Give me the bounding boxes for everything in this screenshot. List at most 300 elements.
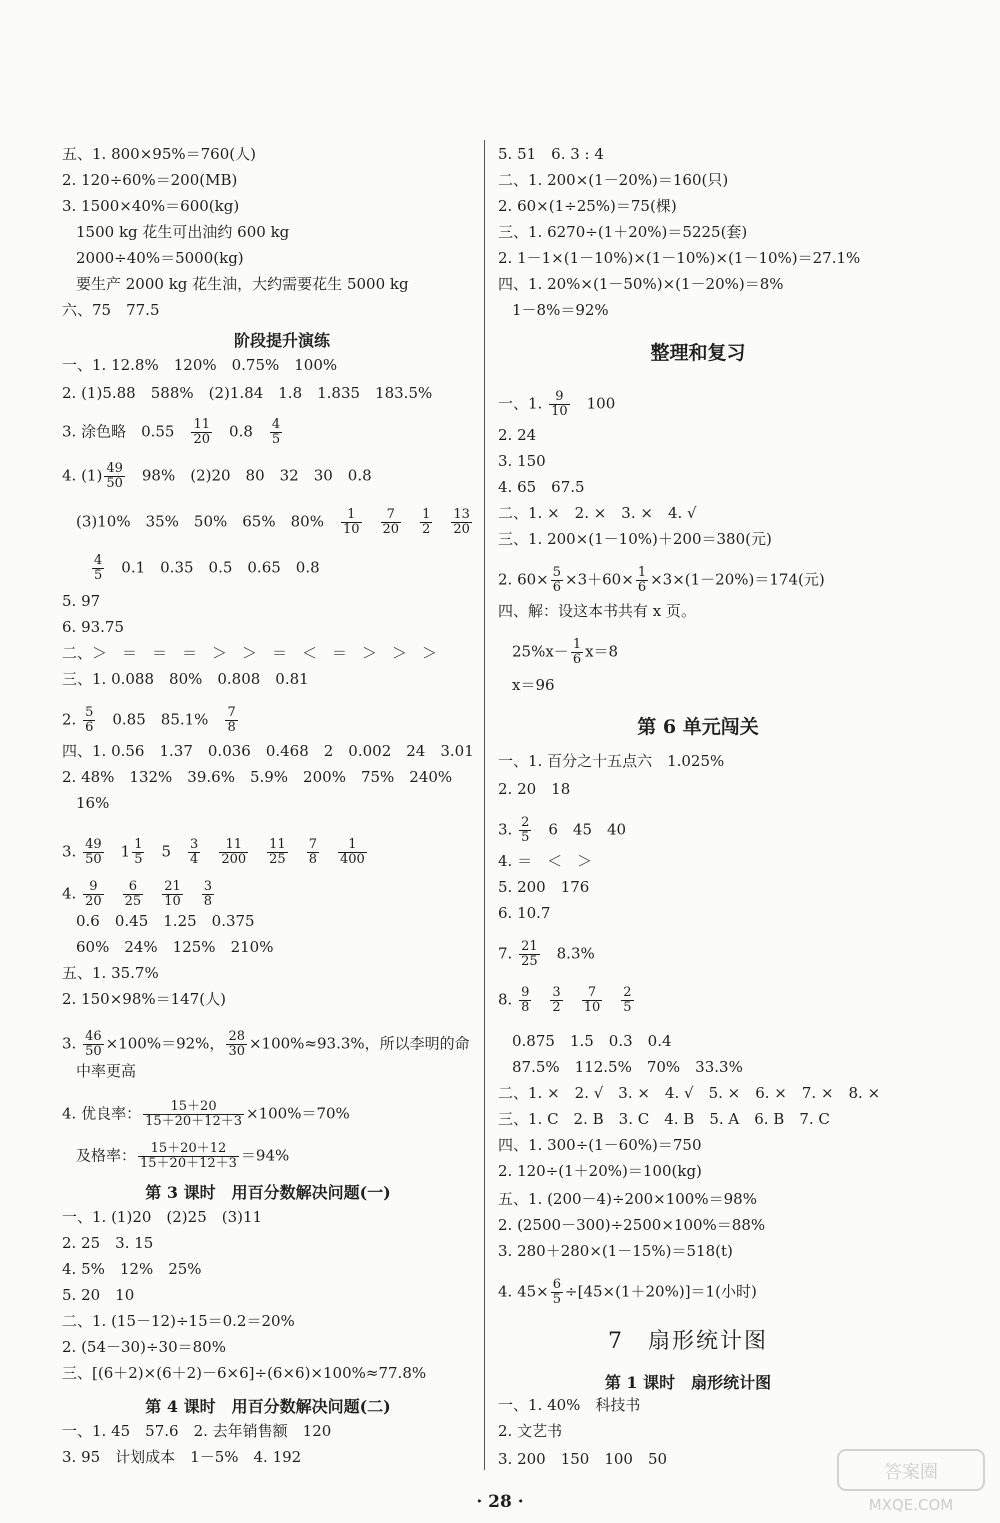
fraction [225, 706, 237, 735]
fraction [162, 880, 183, 909]
answer-text [290, 843, 305, 861]
fraction-numerator: 5 [85, 705, 94, 720]
answer-text: 2. (2500－300)÷2500×100%＝88% [498, 1216, 766, 1234]
answer-text: 0.875 1.5 0.3 0.4 [512, 1032, 672, 1050]
watermark-url: MXQE.COM [868, 1496, 954, 1514]
fraction-denominator: 25 [269, 852, 286, 867]
answer-line [62, 990, 226, 1008]
answer-text: 五、1. (200－4)÷200×100%＝98% [498, 1190, 757, 1208]
fraction-denominator: 6 [552, 580, 562, 595]
answer-text: 三、1. C 2. B 3. C 4. B 5. A 6. B 7. C [498, 1110, 830, 1128]
answer-text: 5. 200 176 [498, 878, 590, 896]
answer-text: 4. [62, 884, 82, 903]
answer-text [434, 513, 449, 531]
fraction [123, 880, 144, 909]
answer-text: 三、1. 0.088 80% 0.808 0.81 [62, 670, 309, 688]
answer-line [498, 1084, 880, 1102]
answer-line [62, 171, 237, 189]
fraction-denominator: 2 [552, 1000, 561, 1015]
fraction-numerator: 21 [521, 939, 538, 954]
answer-text: 6. 10.7 [498, 904, 551, 922]
answer-text: ＝94% [240, 1146, 290, 1165]
fraction-denominator: 50 [85, 1044, 102, 1059]
answer-text: ×100%＝92%， [105, 1034, 225, 1053]
answer-text: 2. 150×98%＝147(人) [62, 990, 226, 1008]
answer-text: (3)10% 35% 50% 65% 80% [76, 512, 339, 531]
fraction [381, 508, 402, 537]
fraction [219, 838, 248, 867]
fraction [226, 1030, 247, 1059]
answer-text: 1－8%＝92% [512, 301, 609, 319]
answer-line [512, 1032, 672, 1050]
answer-text: 一、1. 12.8% 120% 0.75% 100% [62, 356, 338, 374]
fraction-numerator: 15＋20 [170, 1099, 217, 1114]
fraction [519, 816, 531, 845]
fraction-denominator: 10 [583, 1000, 601, 1015]
fraction-denominator: 10 [164, 894, 181, 909]
fraction-denominator: 6 [572, 652, 582, 667]
answer-text: 四、1. 20%×(1－50%)×(1－20%)＝8% [498, 275, 784, 293]
answer-line [498, 530, 772, 548]
answer-text [403, 513, 418, 531]
answer-text: 5 [146, 842, 187, 861]
answer-text [565, 991, 580, 1009]
answer-text: 4. 65 67.5 [498, 478, 585, 496]
answer-text: ×3×(1－20%)＝174(元) [650, 570, 825, 589]
answer-line [498, 1422, 562, 1440]
answer-text: 二、1. × 2. × 3. × 4. √ [498, 504, 697, 522]
answer-text: 三、1. 200×(1－10%)＋200＝380(元) [498, 530, 772, 548]
answer-line [498, 986, 636, 1015]
fraction-numerator: 7 [308, 837, 317, 852]
answer-text: 2. 48% 132% 39.6% 5.9% 200% 75% 240% [62, 768, 453, 786]
answer-text: 2. 20 18 [498, 780, 571, 798]
answer-line [62, 880, 216, 909]
fraction [83, 880, 104, 909]
answer-line [76, 508, 474, 537]
fraction [519, 940, 540, 969]
answer-line [62, 301, 160, 319]
fraction-numerator: 11 [225, 837, 242, 852]
fraction [451, 508, 472, 537]
fraction-numerator: 11 [269, 837, 286, 852]
answer-text: 3. [62, 842, 82, 861]
answer-text: 一、1. [498, 394, 548, 413]
fraction [188, 838, 200, 867]
fraction [571, 638, 583, 667]
answer-text [250, 843, 265, 861]
answer-text: 二、＞ ＝ ＝ ＝ ＞ ＞ ＝ ＜ ＝ ＞ ＞ ＞ [62, 644, 438, 662]
answer-text: x＝8 [585, 642, 619, 661]
answer-line [76, 912, 255, 930]
answer-text: 5. 51 6. 3 : 4 [498, 145, 604, 163]
answer-text: 及格率： [76, 1146, 137, 1165]
fraction-numerator: 1 [348, 837, 357, 852]
answer-text: 五、1. 35.7% [62, 964, 159, 982]
fraction-denominator: 15＋20＋12＋3 [145, 1114, 242, 1129]
answer-text: 三、1. 6270÷(1＋20%)＝5225(套) [498, 223, 748, 241]
answer-text: 二、1. × 2. √ 3. × 4. √ 5. × 6. × 7. × 8. × [498, 1084, 881, 1102]
answer-text: 2. 60×(1÷25%)＝75(棵) [498, 197, 677, 215]
fraction [83, 1030, 104, 1059]
fraction-denominator: 2 [422, 522, 431, 537]
answer-line [512, 301, 609, 319]
answer-line [498, 275, 784, 293]
fraction-numerator: 7 [386, 507, 395, 522]
answer-line [76, 794, 109, 812]
answer-line [62, 838, 369, 867]
answer-text: 25%x－ [512, 642, 569, 661]
answer-line [62, 1338, 226, 1356]
answer-text: 二、1. 200×(1－20%)＝160(只) [498, 171, 729, 189]
answer-line [62, 644, 437, 662]
fraction-denominator: 4 [190, 852, 199, 867]
fraction-denominator: 20 [85, 894, 102, 909]
fraction-numerator: 9 [555, 389, 564, 404]
section-heading: 第 3 课时 用百分数解决问题(一) [145, 1183, 391, 1202]
fraction [549, 390, 570, 419]
answer-text [185, 885, 200, 903]
fraction [83, 838, 104, 867]
answer-line [498, 478, 585, 496]
fraction-numerator: 4 [271, 417, 281, 432]
answer-text: 1 [105, 842, 131, 861]
fraction-numerator: 3 [552, 985, 561, 1000]
answer-line [498, 171, 728, 189]
answer-line [498, 566, 825, 595]
section-heading: 第 1 课时 扇形统计图 [604, 1373, 772, 1392]
fraction-denominator: 25 [521, 954, 538, 969]
answer-line [498, 1216, 765, 1234]
answer-text: 2. 25 3. 15 [62, 1234, 154, 1252]
answer-line [498, 197, 677, 215]
answer-text: 6. 93.75 [62, 618, 125, 636]
answer-text: 2. 120÷(1＋20%)＝100(kg) [498, 1162, 702, 1180]
answer-line [498, 223, 747, 241]
answer-text: ÷[45×(1＋20%)]＝1(小时) [565, 1282, 757, 1301]
answer-text: 0.1 0.35 0.5 0.65 0.8 [106, 558, 320, 577]
fraction-denominator: 8 [227, 720, 236, 735]
section-heading: 阶段提升演练 [233, 331, 331, 350]
answer-line [62, 197, 239, 215]
fraction-denominator: 5 [623, 1000, 632, 1015]
fraction-numerator: 1 [572, 637, 582, 652]
fraction-numerator: 7 [587, 985, 597, 1000]
answer-line [498, 816, 626, 845]
answer-line [498, 1190, 757, 1208]
answer-text: ×100%≈93.3%，所以李明的命 [248, 1034, 470, 1053]
answer-text: 5. 20 10 [62, 1286, 135, 1304]
answer-text: 4. 5% 12% 25% [62, 1260, 202, 1278]
fraction [83, 706, 95, 735]
answer-line [498, 1450, 667, 1468]
answer-line [498, 249, 860, 267]
answer-text [364, 513, 379, 531]
answer-text: 0.85 85.1% [97, 710, 224, 729]
answer-line [62, 418, 284, 447]
answer-text: 4. ＝ ＜ ＞ [498, 852, 593, 870]
fraction [270, 418, 282, 447]
fraction-denominator: 5 [521, 830, 530, 845]
answer-line [62, 1234, 153, 1252]
answer-text: 2. (54－30)÷30＝80% [62, 1338, 226, 1356]
fraction-numerator: 6 [552, 1277, 562, 1292]
answer-text: ×100%＝70% [246, 1104, 350, 1123]
answer-line [62, 768, 452, 786]
fraction [582, 986, 603, 1015]
answer-line [512, 1058, 743, 1076]
fraction [143, 1100, 244, 1129]
answer-text: 8.3% [541, 944, 595, 963]
answer-text: 2. 文艺书 [498, 1422, 563, 1440]
answer-line [498, 504, 697, 522]
answer-text: 2. 60× [498, 570, 549, 589]
answer-text: 5. 97 [62, 592, 101, 610]
fraction-denominator: 5 [94, 568, 103, 583]
answer-line [62, 462, 372, 491]
fraction-denominator: 5 [271, 432, 281, 447]
fraction-numerator: 13 [453, 507, 470, 522]
fraction-numerator: 11 [193, 417, 211, 432]
answer-line [498, 940, 595, 969]
answer-line [498, 1278, 757, 1307]
section-heading: 整理和复习 [650, 342, 746, 364]
answer-text: 2000÷40%＝5000(kg) [76, 249, 244, 267]
fraction-numerator: 1 [347, 507, 356, 522]
page-number: · 28 · [476, 1492, 524, 1512]
answer-text: 二、1. (15－12)÷15＝0.2＝20% [62, 1312, 295, 1330]
fraction-denominator: 6 [637, 580, 647, 595]
fraction [104, 462, 125, 491]
answer-line [62, 618, 124, 636]
answer-line [512, 638, 618, 667]
answer-line [62, 1364, 426, 1382]
answer-text [533, 991, 548, 1009]
fraction [92, 554, 104, 583]
answer-text: 3. [498, 820, 518, 839]
answer-line [90, 554, 320, 583]
answer-line [76, 1062, 136, 1080]
fraction-numerator: 7 [227, 705, 236, 720]
answer-text [145, 885, 160, 903]
answer-line [498, 1136, 702, 1154]
fraction-denominator: 25 [124, 894, 142, 909]
answer-text: 87.5% 112.5% 70% 33.3% [512, 1058, 743, 1076]
fraction-denominator: 20 [453, 522, 470, 537]
answer-text [604, 991, 619, 1009]
answer-line [62, 1422, 331, 1440]
answer-text: 四、解：设这本书共有 x 页。 [498, 602, 696, 620]
answer-text: 3. 280＋280×(1－15%)＝518(t) [498, 1242, 733, 1260]
answer-text: 3. 1500×40%＝600(kg) [62, 197, 240, 215]
fraction-denominator: 20 [382, 522, 400, 537]
fraction-numerator: 2 [521, 815, 530, 830]
column-divider [484, 140, 485, 1470]
answer-text: 2. 1－1×(1－10%)×(1－10%)×(1－10%)＝27.1% [498, 249, 861, 267]
watermark-title: 答案圈 [884, 1462, 938, 1483]
fraction-numerator: 49 [85, 837, 102, 852]
answer-line [62, 1312, 295, 1330]
answer-text: 4. 优良率： [62, 1104, 142, 1123]
answer-line [498, 780, 570, 798]
section-heading: 第 4 课时 用百分数解决问题(二) [145, 1397, 391, 1416]
answer-text: 一、1. 百分之十五点六 1.025% [498, 752, 725, 770]
fraction-numerator: 1 [134, 837, 143, 852]
fraction-numerator: 9 [521, 985, 530, 1000]
answer-text: 4. (1) [62, 466, 103, 485]
answer-text: 98% (2)20 80 32 30 0.8 [126, 466, 372, 485]
fraction-denominator: 50 [85, 852, 102, 867]
answer-line [62, 964, 159, 982]
answer-line [62, 384, 432, 402]
fraction [138, 1142, 239, 1171]
fraction-denominator: 200 [221, 852, 247, 867]
answer-text: 3. 95 计划成本 1－5% 4. 192 [62, 1448, 302, 1466]
fraction-denominator: 8 [203, 894, 213, 909]
fraction-denominator: 30 [228, 1044, 245, 1059]
fraction-numerator: 49 [106, 461, 123, 476]
answer-text [106, 885, 121, 903]
answer-text: 4. 45× [498, 1282, 549, 1301]
fraction-denominator: 8 [308, 852, 317, 867]
fraction [341, 508, 362, 537]
answer-text: 2. [62, 710, 82, 729]
fraction-numerator: 3 [190, 837, 199, 852]
answer-line [498, 1396, 640, 1414]
fraction [551, 1278, 563, 1307]
fraction-denominator: 50 [106, 476, 123, 491]
fraction-numerator: 3 [203, 879, 213, 894]
answer-line [62, 1286, 134, 1304]
answer-text: 3. 200 150 100 50 [498, 1450, 668, 1468]
fraction-denominator: 8 [521, 1000, 530, 1015]
answer-text: 60% 24% 125% 210% [76, 938, 274, 956]
answer-line [62, 1260, 202, 1278]
answer-text: 一、1. 40% 科技书 [498, 1396, 641, 1414]
answer-text: 2. 24 [498, 426, 537, 444]
fraction-numerator: 2 [623, 985, 632, 1000]
answer-text: 三、[(6＋2)×(6＋2)－6×6]÷(6×6)×100%≈77.8% [62, 1364, 427, 1382]
fraction-numerator: 15＋20＋12 [150, 1141, 227, 1156]
answer-text: 7. [498, 944, 518, 963]
fraction-denominator: 6 [85, 720, 94, 735]
answer-text: x＝96 [512, 676, 555, 694]
answer-text: 8. [498, 990, 518, 1009]
fraction-numerator: 21 [164, 879, 181, 894]
fraction [636, 566, 648, 595]
fraction-numerator: 1 [637, 565, 647, 580]
answer-text: 100 [571, 394, 616, 413]
answer-line [498, 426, 536, 444]
answer-text: 四、1. 300÷(1－60%)＝750 [498, 1136, 702, 1154]
answer-text: 6 45 40 [533, 820, 627, 839]
answer-text: 一、1. (1)20 (2)25 (3)11 [62, 1208, 263, 1226]
watermark-logo [836, 1448, 986, 1516]
answer-line [498, 852, 592, 870]
fraction-numerator: 6 [128, 879, 138, 894]
answer-text [202, 843, 217, 861]
answer-line [498, 1162, 702, 1180]
answer-line [498, 602, 696, 620]
fraction-numerator: 1 [422, 507, 431, 522]
fraction [551, 566, 563, 595]
answer-text: 3. 150 [498, 452, 546, 470]
answer-line [498, 145, 604, 163]
answer-line [62, 1208, 262, 1226]
answer-line [62, 1100, 350, 1129]
fraction [519, 986, 531, 1015]
fraction [191, 418, 212, 447]
fraction-denominator: 10 [342, 522, 360, 537]
answer-line [498, 1242, 733, 1260]
fraction [621, 986, 633, 1015]
answer-text [321, 843, 336, 861]
answer-line [62, 706, 240, 735]
fraction-denominator: 5 [552, 1292, 562, 1307]
fraction [132, 838, 144, 867]
answer-line [498, 904, 550, 922]
answer-text: 一、1. 45 57.6 2. 去年销售额 120 [62, 1422, 332, 1440]
answer-text: 2. (1)5.88 588% (2)1.84 1.8 1.835 183.5% [62, 384, 433, 402]
fraction-numerator: 46 [85, 1029, 102, 1044]
answer-text: 0.8 [214, 422, 268, 441]
fraction-denominator: 400 [340, 852, 365, 867]
answer-text: 3. 涂色略 0.55 [62, 422, 190, 441]
fraction-numerator: 5 [552, 565, 562, 580]
answer-line [498, 390, 615, 419]
answer-line [76, 249, 244, 267]
section-heading: 7 扇形统计图 [608, 1329, 768, 1354]
fraction-numerator: 4 [94, 553, 103, 568]
answer-text: 1500 kg 花生可出油约 600 kg [76, 223, 290, 241]
answer-text: 四、1. 0.56 1.37 0.036 0.468 2 0.002 24 3.01 [62, 742, 474, 760]
fraction [550, 986, 562, 1015]
answer-line [498, 878, 589, 896]
answer-line [76, 223, 289, 241]
answer-line [62, 145, 256, 163]
fraction [267, 838, 288, 867]
answer-line [62, 1448, 301, 1466]
answer-line [62, 1030, 470, 1059]
answer-line [498, 1110, 830, 1128]
section-heading: 第 6 单元闯关 [637, 716, 759, 738]
answer-line [62, 356, 337, 374]
fraction-denominator: 20 [193, 432, 211, 447]
answer-text: 3. [62, 1034, 82, 1053]
answer-line [498, 452, 546, 470]
answer-text: 五、1. 800×95%＝760(人) [62, 145, 256, 163]
answer-line [62, 592, 100, 610]
fraction-denominator: 15＋20＋12＋3 [140, 1156, 237, 1171]
fraction-numerator: 28 [228, 1029, 245, 1044]
answer-text: ×3＋60× [565, 570, 634, 589]
fraction [307, 838, 319, 867]
answer-text: 中率更高 [76, 1062, 137, 1080]
answer-text: 0.6 0.45 1.25 0.375 [76, 912, 255, 930]
answer-line [62, 670, 309, 688]
answer-line [498, 752, 724, 770]
answer-line [512, 676, 555, 694]
answer-line [76, 1142, 289, 1171]
answer-line [62, 742, 474, 760]
fraction-denominator: 5 [134, 852, 143, 867]
fraction-numerator: 9 [89, 879, 98, 894]
answer-text: 要生产 2000 kg 花生油，大约需要花生 5000 kg [76, 275, 409, 293]
answer-text: 2. 120÷60%＝200(MB) [62, 171, 238, 189]
fraction [338, 838, 367, 867]
fraction-denominator: 10 [551, 404, 568, 419]
answer-line [76, 275, 409, 293]
